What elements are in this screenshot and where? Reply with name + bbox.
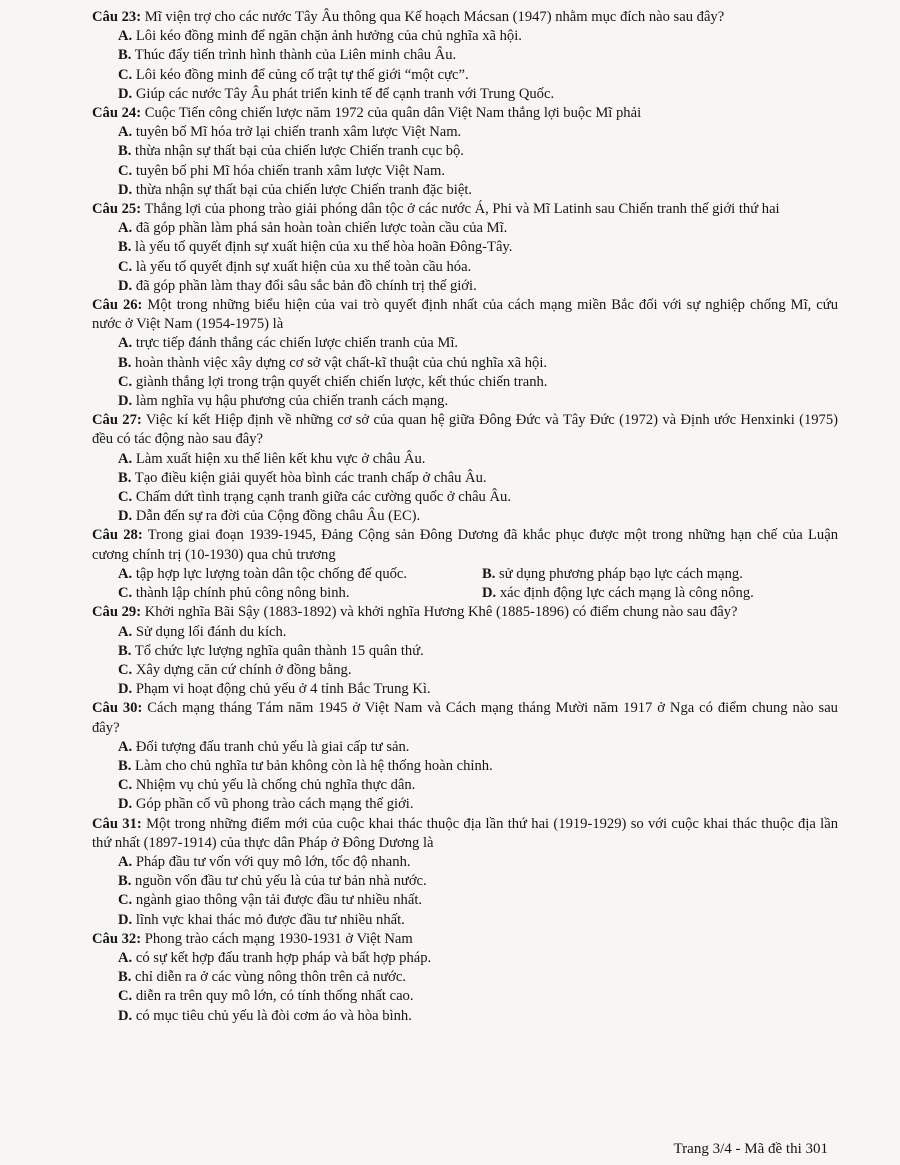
option-letter: D. — [118, 681, 133, 698]
question-text: Mĩ viện trợ cho các nước Tây Âu thông qua Kế hoạch Mácsan (1947) nhằm mục đích nào sau đây? — [144, 9, 725, 25]
option-text: diễn ra trên quy mô lớn, có tính thống nhất cao. — [135, 988, 414, 1005]
option-letter: C. — [118, 661, 133, 678]
answer-option — [118, 776, 838, 795]
option-text: Thúc đẩy tiến trình hình thành của Liên minh châu Âu. — [134, 47, 457, 64]
question-block — [92, 603, 838, 699]
answer-option — [482, 565, 846, 584]
option-letter: B. — [118, 873, 132, 890]
option-letter: D. — [118, 393, 133, 410]
option-letter: C. — [118, 373, 133, 390]
answer-option — [118, 584, 482, 603]
option-text: Góp phần cổ vũ phong trào cách mạng thế giới. — [135, 796, 414, 813]
answer-option — [118, 891, 838, 910]
question-block — [92, 930, 838, 1026]
option-text: tuyên bố Mĩ hóa trở lại chiến tranh xâm lược Việt Nam. — [135, 124, 462, 141]
answer-option — [118, 142, 838, 161]
option-letter: C. — [118, 489, 133, 506]
option-letter: D. — [118, 85, 133, 102]
option-text: Tạo điều kiện giải quyết hòa bình các tranh chấp ở châu Âu. — [134, 469, 487, 486]
answer-option — [118, 872, 838, 891]
option-text: làm nghĩa vụ hậu phương của chiến tranh cách mạng. — [135, 393, 449, 410]
option-text: nguồn vốn đầu tư chủ yếu là của tư bản nhà nước. — [135, 873, 427, 890]
question-block — [92, 699, 838, 814]
option-text: có mục tiêu chủ yếu là đòi cơm áo và hòa bình. — [135, 1007, 412, 1024]
question-number: Câu 32: — [92, 930, 142, 947]
option-text: trực tiếp đánh thắng các chiến lược chiến tranh của Mĩ. — [135, 335, 459, 352]
option-letter: A. — [118, 853, 133, 870]
question-text: Việc kí kết Hiệp định về những cơ sở của quan hệ giữa Đông Đức và Tây Đức (1972) và Định ước Henxinki (1975) đều có tác động nào sau đây? — [92, 412, 838, 448]
option-letter: A. — [118, 220, 133, 237]
question-text: Phong trào cách mạng 1930-1931 ở Việt Nam — [144, 930, 413, 947]
option-text: thừa nhận sự thất bại của chiến lược Chiến tranh cục bộ. — [135, 143, 464, 160]
option-text: Dẫn đến sự ra đời của Cộng đồng châu Âu (EC). — [135, 508, 421, 525]
option-text: Làm xuất hiện xu thế liên kết khu vực ở châu Âu. — [135, 450, 426, 467]
option-text: sử dụng phương pháp bạo lực cách mạng. — [499, 565, 743, 582]
question-stem — [92, 603, 838, 622]
option-letter: B. — [118, 354, 132, 371]
question-block — [92, 815, 838, 930]
answer-option — [118, 219, 838, 238]
option-letter: C. — [118, 162, 133, 179]
option-letter: B. — [118, 757, 132, 774]
option-letter: C. — [118, 585, 133, 602]
option-letter: A. — [118, 28, 133, 45]
option-text: Phạm vi hoạt động chủ yếu ở 4 tỉnh Bắc Trung Kì. — [135, 681, 431, 698]
answer-option — [118, 238, 838, 257]
question-stem — [92, 104, 838, 123]
option-letter: B. — [118, 642, 132, 659]
option-letter: D. — [118, 1007, 133, 1024]
question-text: Một trong những điểm mới của cuộc khai thác thuộc địa lần thứ hai (1919-1929) so với cuộc khai thác thuộc địa lần thứ nhất (1897-1914) của thực dân Pháp ở Đông Dương là — [92, 815, 839, 851]
option-text: Chấm dứt tình trạng cạnh tranh giữa các cường quốc ở châu Âu. — [135, 489, 511, 506]
option-letter: A. — [118, 565, 133, 582]
option-text: Lôi kéo đồng minh để củng cố trật tự thế giới “một cực”. — [135, 66, 469, 83]
option-text: Đối tượng đấu tranh chủ yếu là giai cấp tư sản. — [135, 738, 410, 755]
option-letter: C. — [118, 777, 133, 794]
option-text: đã góp phần làm phá sản hoàn toàn chiến lược toàn cầu của Mĩ. — [135, 220, 508, 237]
option-letter: A. — [118, 949, 133, 966]
answer-option — [118, 968, 838, 987]
option-letter: A. — [118, 124, 133, 141]
answer-option — [118, 795, 838, 814]
option-letter: B. — [118, 143, 132, 160]
question-stem — [92, 200, 838, 219]
answer-option — [118, 392, 838, 411]
option-text: là yếu tố quyết định sự xuất hiện của xu thế toàn cầu hóa. — [135, 258, 472, 275]
answer-option — [118, 642, 838, 661]
option-text: là yếu tố quyết định sự xuất hiện của xu thế hòa hoãn Đông-Tây. — [135, 239, 513, 256]
option-text: Giúp các nước Tây Âu phát triển kinh tế để cạnh tranh với Trung Quốc. — [135, 85, 555, 102]
answer-option — [118, 680, 838, 699]
question-block — [92, 296, 838, 411]
question-list — [92, 8, 838, 1026]
question-text: Thắng lợi của phong trào giải phóng dân tộc ở các nước Á, Phi và Mĩ Latinh sau Chiến tranh thế giới thứ hai — [144, 201, 780, 218]
answer-option — [118, 373, 838, 392]
option-text: có sự kết hợp đấu tranh hợp pháp và bất hợp pháp. — [135, 949, 432, 966]
question-block — [92, 411, 838, 526]
option-letter: A. — [118, 450, 133, 467]
question-text: Khởi nghĩa Bãi Sậy (1883-1892) và khởi nghĩa Hương Khê (1885-1896) có điểm chung nào sau đây? — [144, 604, 738, 621]
question-block — [92, 104, 838, 200]
option-text: xác định động lực cách mạng là công nông. — [499, 585, 754, 602]
option-letter: C. — [118, 988, 133, 1005]
answer-option — [118, 450, 838, 469]
option-text: Xây dựng căn cứ chính ở đồng bằng. — [135, 661, 352, 678]
option-letter: B. — [118, 969, 132, 986]
answer-option — [118, 757, 838, 776]
option-letter: D. — [118, 508, 133, 525]
question-number: Câu 24: — [92, 105, 142, 122]
question-text: Cuộc Tiến công chiến lược năm 1972 của quân dân Việt Nam thắng lợi buộc Mĩ phải — [144, 105, 642, 122]
option-letter: D. — [118, 911, 133, 928]
question-stem — [92, 296, 838, 334]
option-text: lĩnh vực khai thác mỏ được đầu tư nhiều nhất. — [135, 911, 405, 928]
question-number: Câu 28: — [92, 527, 143, 544]
answer-option — [118, 277, 838, 296]
question-stem — [92, 8, 838, 27]
option-text: chỉ diễn ra ở các vùng nông thôn trên cả nước. — [135, 969, 406, 986]
answer-option — [118, 507, 838, 526]
answer-option — [118, 258, 838, 277]
option-letter: C. — [118, 258, 133, 275]
option-letter: D. — [482, 585, 497, 602]
option-letter: B. — [482, 565, 496, 582]
question-number: Câu 26: — [92, 297, 143, 314]
option-text: Làm cho chủ nghĩa tư bản không còn là hệ thống hoàn chỉnh. — [135, 757, 493, 774]
answer-option — [118, 469, 838, 488]
option-text: Sử dụng lối đánh du kích. — [135, 623, 287, 640]
answer-option — [118, 565, 482, 584]
question-block — [92, 200, 838, 296]
answer-option — [118, 27, 838, 46]
option-letter: D. — [118, 181, 133, 198]
answer-option — [118, 949, 838, 968]
option-letter: D. — [118, 277, 133, 294]
answer-option-row — [118, 584, 838, 603]
answer-option — [118, 1007, 838, 1026]
option-letter: B. — [118, 47, 132, 64]
question-number: Câu 30: — [92, 700, 143, 717]
option-text: đã góp phần làm thay đổi sâu sắc bản đồ chính trị thế giới. — [135, 277, 477, 294]
option-letter: C. — [118, 66, 133, 83]
option-text: ngành giao thông vận tải được đầu tư nhiều nhất. — [135, 892, 423, 909]
answer-option — [118, 181, 838, 200]
answer-option — [482, 584, 846, 603]
question-text: Một trong những biểu hiện của vai trò quyết định nhất của cách mạng miền Bắc đối với sự nghiệp chống Mĩ, cứu nước ở Việt Nam (1954-1975) là — [92, 297, 838, 333]
answer-option — [118, 162, 838, 181]
answer-option — [118, 46, 838, 65]
question-number: Câu 31: — [92, 815, 142, 832]
option-text: Pháp đầu tư vốn với quy mô lớn, tốc độ nhanh. — [135, 853, 411, 870]
question-stem — [92, 526, 838, 564]
answer-option — [118, 85, 838, 104]
answer-option — [118, 738, 838, 757]
answer-option — [118, 66, 838, 85]
answer-option — [118, 334, 838, 353]
option-letter: A. — [118, 335, 133, 352]
option-letter: B. — [118, 239, 132, 256]
question-number: Câu 27: — [92, 412, 142, 429]
option-text: thành lập chính phủ công nông binh. — [135, 585, 350, 602]
option-letter: A. — [118, 738, 133, 755]
question-block — [92, 526, 838, 603]
option-letter: A. — [118, 623, 133, 640]
option-text: Lôi kéo đồng minh để ngăn chặn ảnh hưởng của chủ nghĩa xã hội. — [135, 28, 522, 45]
question-stem — [92, 699, 838, 737]
page-footer: Trang 3/4 - Mã đề thi 301 — [673, 1141, 828, 1157]
option-letter: B. — [118, 469, 132, 486]
answer-option — [118, 623, 838, 642]
answer-option — [118, 123, 838, 142]
answer-option — [118, 661, 838, 680]
option-text: giành thắng lợi trong trận quyết chiến chiến lược, kết thúc chiến tranh. — [135, 373, 548, 390]
option-text: Tổ chức lực lượng nghĩa quân thành 15 quân thứ. — [134, 642, 424, 659]
option-letter: D. — [118, 796, 133, 813]
answer-option — [118, 987, 838, 1006]
answer-option-row — [118, 565, 838, 584]
answer-option — [118, 911, 838, 930]
question-text: Trong giai đoạn 1939-1945, Đảng Cộng sản Đông Dương đã khắc phục được một trong những hạn chế của Luận cương chính trị (10-1930) qua chủ trương — [92, 527, 838, 563]
question-number: Câu 23: — [92, 9, 142, 25]
question-block — [92, 8, 838, 104]
question-number: Câu 25: — [92, 201, 142, 218]
option-letter: C. — [118, 892, 133, 909]
answer-option — [118, 488, 838, 507]
question-stem — [92, 815, 838, 853]
question-stem — [92, 411, 838, 449]
option-text: Nhiệm vụ chủ yếu là chống chủ nghĩa thực dân. — [135, 777, 416, 794]
answer-option — [118, 354, 838, 373]
option-text: tuyên bố phi Mĩ hóa chiến tranh xâm lược Việt Nam. — [135, 162, 445, 179]
answer-option — [118, 853, 838, 872]
question-text: Cách mạng tháng Tám năm 1945 ở Việt Nam và Cách mạng tháng Mười năm 1917 ở Nga có điểm chung nào sau đây? — [92, 700, 838, 736]
option-text: tập hợp lực lượng toàn dân tộc chống đế quốc. — [135, 565, 408, 582]
question-stem — [92, 930, 838, 949]
option-text: hoàn thành việc xây dựng cơ sở vật chất-kĩ thuật của chủ nghĩa xã hội. — [135, 354, 548, 371]
question-number: Câu 29: — [92, 604, 142, 621]
option-text: thừa nhận sự thất bại của chiến lược Chiến tranh đặc biệt. — [135, 181, 473, 198]
